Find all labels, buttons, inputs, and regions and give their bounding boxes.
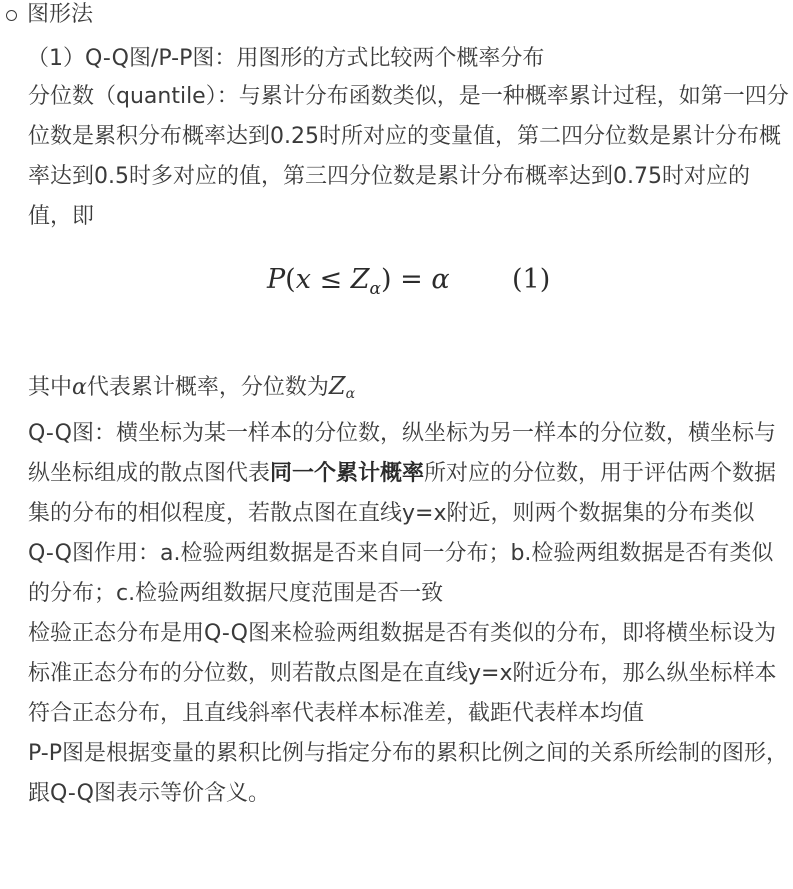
qq-def-after-bold: 所对应的分位数，用于评估两个数据集的分布的相似程度，若散点图在直线y=x附近，则两个数据集的分布类似: [28, 461, 777, 526]
formula-Z: Z: [350, 264, 370, 295]
section-heading: [6, 0, 93, 35]
formula-open-paren: (: [285, 264, 296, 295]
qq-def-before-bold: Q-Q图：横坐标为某一样本的分位数，纵坐标为另一样本的分位数，横坐标与纵坐标组成的散点图代表: [28, 421, 776, 486]
formula-equals: =: [391, 264, 432, 295]
alpha-line-middle: 代表累计概率，分位数为: [86, 375, 329, 400]
alpha-definition-line: [28, 366, 790, 414]
formula-number: (1): [512, 264, 551, 295]
formula-block: [0, 255, 793, 305]
alpha-line-prefix: 其中: [28, 375, 73, 400]
heading-text: 图形法: [27, 2, 94, 27]
quantile-Z-symbol: Z: [328, 372, 346, 400]
formula-alpha: α: [431, 264, 450, 295]
formula-P: P: [267, 264, 286, 295]
formula-le: ≤: [310, 264, 351, 295]
formula-x: x: [295, 264, 311, 295]
formula-Z-subscript: α: [369, 279, 381, 299]
qq-def-bold: 同一个累计概率: [270, 461, 425, 486]
qq-definition-paragraph: [28, 414, 790, 534]
subheading: （1）Q-Q图/P-P图：用图形的方式比较两个概率分布: [27, 46, 545, 71]
formula-expression: [267, 260, 450, 309]
pp-definition-paragraph: P-P图是根据变量的累积比例与指定分布的累积比例之间的关系所绘制的图形，跟Q-Q图表示等价含义。: [28, 741, 788, 806]
quantile-section: [28, 77, 790, 237]
quantile-Z-subscript: α: [345, 386, 356, 402]
formula-close-paren: ): [381, 264, 392, 295]
hollow-circle-bullet-icon: [6, 10, 17, 21]
alpha-symbol: α: [72, 375, 87, 400]
qq-usage-paragraph: Q-Q图作用：a.检验两组数据是否来自同一分布；b.检验两组数据是否有类似的分布；c.检验两组数据尺度范围是否一致: [28, 541, 774, 606]
qq-section: [28, 366, 790, 814]
quantile-paragraph: 分位数（quantile）：与累计分布函数类似，是一种概率累计过程，如第一四分位数是累积分布概率达到0.25时所对应的变量值，第二四分位数是累计分布概率达到0.5时多对应的值，第三四分位数是累计分布概率达到0.75时对应的值，即: [28, 84, 789, 229]
normal-test-paragraph: 检验正态分布是用Q-Q图来检验两组数据是否有类似的分布，即将横坐标设为标准正态分布的分位数，则若散点图是在直线y=x附近分布，那么纵坐标样本符合正态分布，且直线斜率代表样本标准差，截距代表样本均值: [28, 621, 777, 726]
